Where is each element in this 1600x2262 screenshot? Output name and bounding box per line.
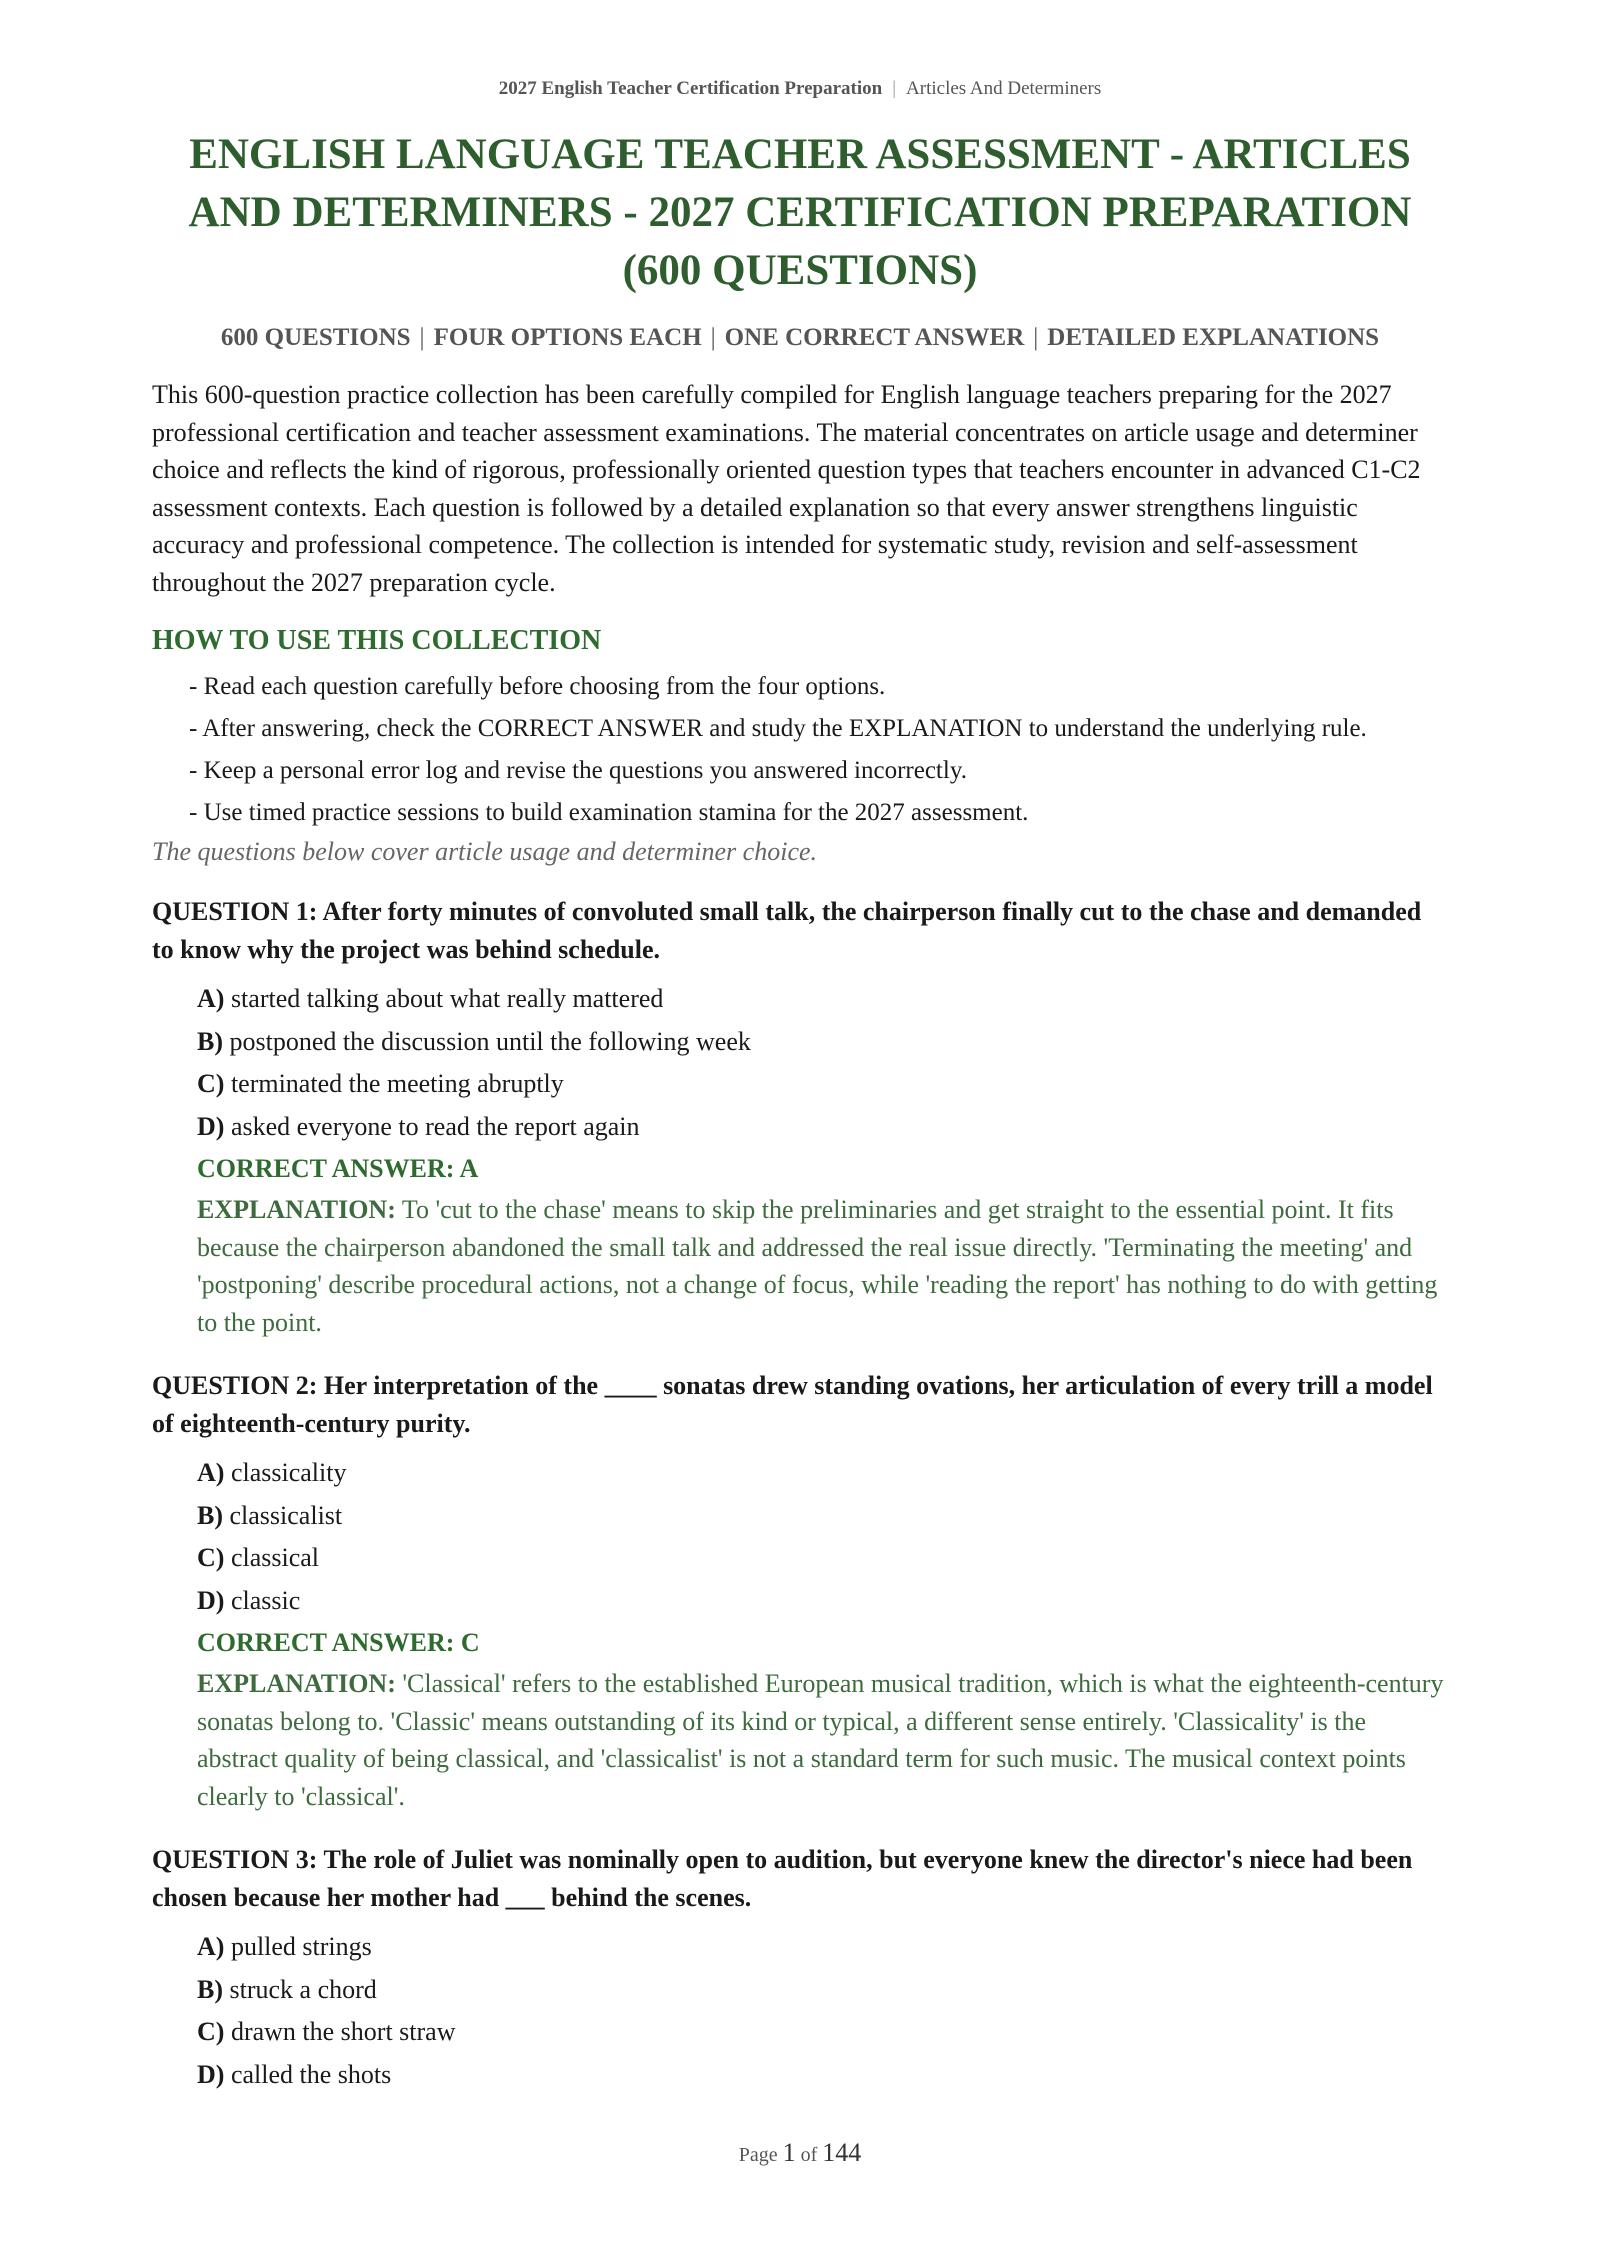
- option-item: [197, 978, 1448, 1021]
- option-letter: C): [197, 1069, 225, 1098]
- document-title: ENGLISH LANGUAGE TEACHER ASSESSMENT - ARTICLES AND DETERMINERS - 2027 CERTIFICATION PREPARATION (600 QUESTIONS): [188, 131, 1412, 294]
- question-block: [152, 1367, 1448, 1815]
- option-text: classical: [230, 1543, 320, 1572]
- how-to-use-heading: HOW TO USE THIS COLLECTION: [152, 625, 602, 656]
- correct-answer: CORRECT ANSWER: A: [197, 1154, 479, 1183]
- question-block: [152, 893, 1448, 1341]
- subtitle-item: DETAILED EXPLANATIONS: [1047, 324, 1380, 351]
- option-item: [197, 1969, 1448, 2012]
- of-label: of: [800, 2144, 818, 2166]
- header-course: 2027 English Teacher Certification Preparation: [498, 78, 883, 99]
- list-item: - After answering, check the CORRECT ANSWER and study the EXPLANATION to understand the underlying rule.: [189, 715, 1367, 742]
- page-number: 1: [782, 2138, 796, 2167]
- option-text: classic: [230, 1585, 301, 1615]
- header-separator: |: [892, 78, 897, 99]
- list-item: - Use timed practice sessions to build examination stamina for the 2027 assessment.: [189, 799, 1029, 826]
- option-text: pulled strings: [230, 1932, 372, 1961]
- option-letter: A): [197, 1458, 225, 1487]
- correct-answer: CORRECT ANSWER: C: [197, 1628, 480, 1657]
- subtitle-separator: |: [1033, 324, 1039, 351]
- subtitle-item: FOUR OPTIONS EACH: [433, 324, 702, 351]
- option-item: [197, 2011, 1448, 2054]
- option-list: [152, 1452, 1448, 1622]
- option-text: classicalist: [229, 1500, 343, 1530]
- option-text: postponed the discussion until the following week: [229, 1026, 751, 1056]
- option-letter: B): [197, 1026, 223, 1056]
- option-letter: C): [197, 1543, 225, 1572]
- option-item: [197, 1537, 1448, 1580]
- option-text: drawn the short straw: [230, 2017, 456, 2046]
- option-text: called the shots: [230, 2059, 392, 2089]
- subtitle-item: ONE CORRECT ANSWER: [724, 324, 1025, 351]
- header-topic: Articles And Determiners: [906, 78, 1102, 99]
- option-item: [197, 1106, 1448, 1149]
- option-letter: C): [197, 2017, 225, 2046]
- option-letter: D): [197, 1585, 225, 1615]
- intro-paragraph: This 600-question practice collection has been carefully compiled for English language teachers preparing for the 2027 professional certification and teacher assessment examinations. The material concentrates on article usage and determiner choice and reflects the kind of rigorous, professionally oriented question types that teachers encounter in advanced C1-C2 assessment contexts. Each question is followed by a detailed explanation so that every answer strengthens linguistic accuracy and professional competence. The collection is intended for systematic study, revision and self-assessment throughout the 2027 preparation cycle.: [152, 380, 1421, 597]
- running-header: [152, 0, 1448, 100]
- option-letter: D): [197, 1111, 225, 1141]
- list-item: - Keep a personal error log and revise the questions you answered incorrectly.: [189, 757, 967, 784]
- option-letter: A): [197, 1932, 225, 1961]
- question-text: QUESTION 2: Her interpretation of the ____ sonatas drew standing ovations, her articulation of every trill a model of eighteenth-century purity.: [152, 1371, 1433, 1438]
- page-footer: [0, 2138, 1600, 2168]
- explanation: [152, 1665, 1448, 1815]
- subtitle-separator: |: [419, 324, 425, 351]
- option-text: started talking about what really mattered: [230, 984, 664, 1013]
- option-letter: D): [197, 2059, 225, 2089]
- question-text: QUESTION 3: The role of Juliet was nominally open to audition, but everyone knew the director's niece had been chosen because her mother had ___ behind the scenes.: [152, 1845, 1413, 1912]
- subtitle-item: 600 QUESTIONS: [220, 324, 411, 351]
- explanation-label: EXPLANATION:: [197, 1669, 396, 1698]
- explanation-text: 'Classical' refers to the established European musical tradition, which is what the eighteenth-century sonatas belong to. 'Classic' means outstanding of its kind or typical, a different sense entirely. 'Classicality' is the abstract quality of being classical, and 'classicalist' is not a standard term for such music. The musical context points clearly to 'classical'.: [197, 1669, 1444, 1811]
- option-text: asked everyone to read the report again: [230, 1111, 640, 1141]
- explanation-text: To 'cut to the chase' means to skip the preliminaries and get straight to the essential point. It fits because the chairperson abandoned the small talk and addressed the real issue directly. 'Terminating the meeting' and 'postponing' describe procedural actions, not a change of focus, while 'reading the report' has nothing to do with getting to the point.: [197, 1195, 1438, 1337]
- question-text: QUESTION 1: After forty minutes of convoluted small talk, the chairperson finally cut to the chase and demanded to know why the project was behind schedule.: [152, 897, 1422, 964]
- section-note: The questions below cover article usage and determiner choice.: [152, 837, 818, 866]
- option-item: [197, 1580, 1448, 1623]
- option-list: [152, 978, 1448, 1148]
- subtitle-separator: |: [710, 324, 716, 351]
- explanation-label: EXPLANATION:: [197, 1195, 396, 1224]
- option-letter: A): [197, 984, 225, 1013]
- total-pages: 144: [822, 2138, 862, 2167]
- option-text: classicality: [230, 1458, 347, 1487]
- option-letter: B): [197, 1500, 223, 1530]
- page-label: Page: [738, 2144, 778, 2166]
- option-text: terminated the meeting abruptly: [230, 1069, 564, 1098]
- explanation: [152, 1191, 1448, 1341]
- how-to-use-list: [152, 669, 1448, 830]
- subtitle-bar: [152, 324, 1448, 352]
- question-block: [152, 1841, 1448, 2096]
- option-list: [152, 1926, 1448, 2096]
- option-item: [197, 1926, 1448, 1969]
- option-item: [197, 1452, 1448, 1495]
- option-item: [197, 1063, 1448, 1106]
- option-text: struck a chord: [229, 1974, 377, 2004]
- option-item: [197, 1021, 1448, 1064]
- option-item: [197, 2054, 1448, 2097]
- list-item: - Read each question carefully before choosing from the four options.: [189, 673, 886, 700]
- option-letter: B): [197, 1974, 223, 2004]
- option-item: [197, 1495, 1448, 1538]
